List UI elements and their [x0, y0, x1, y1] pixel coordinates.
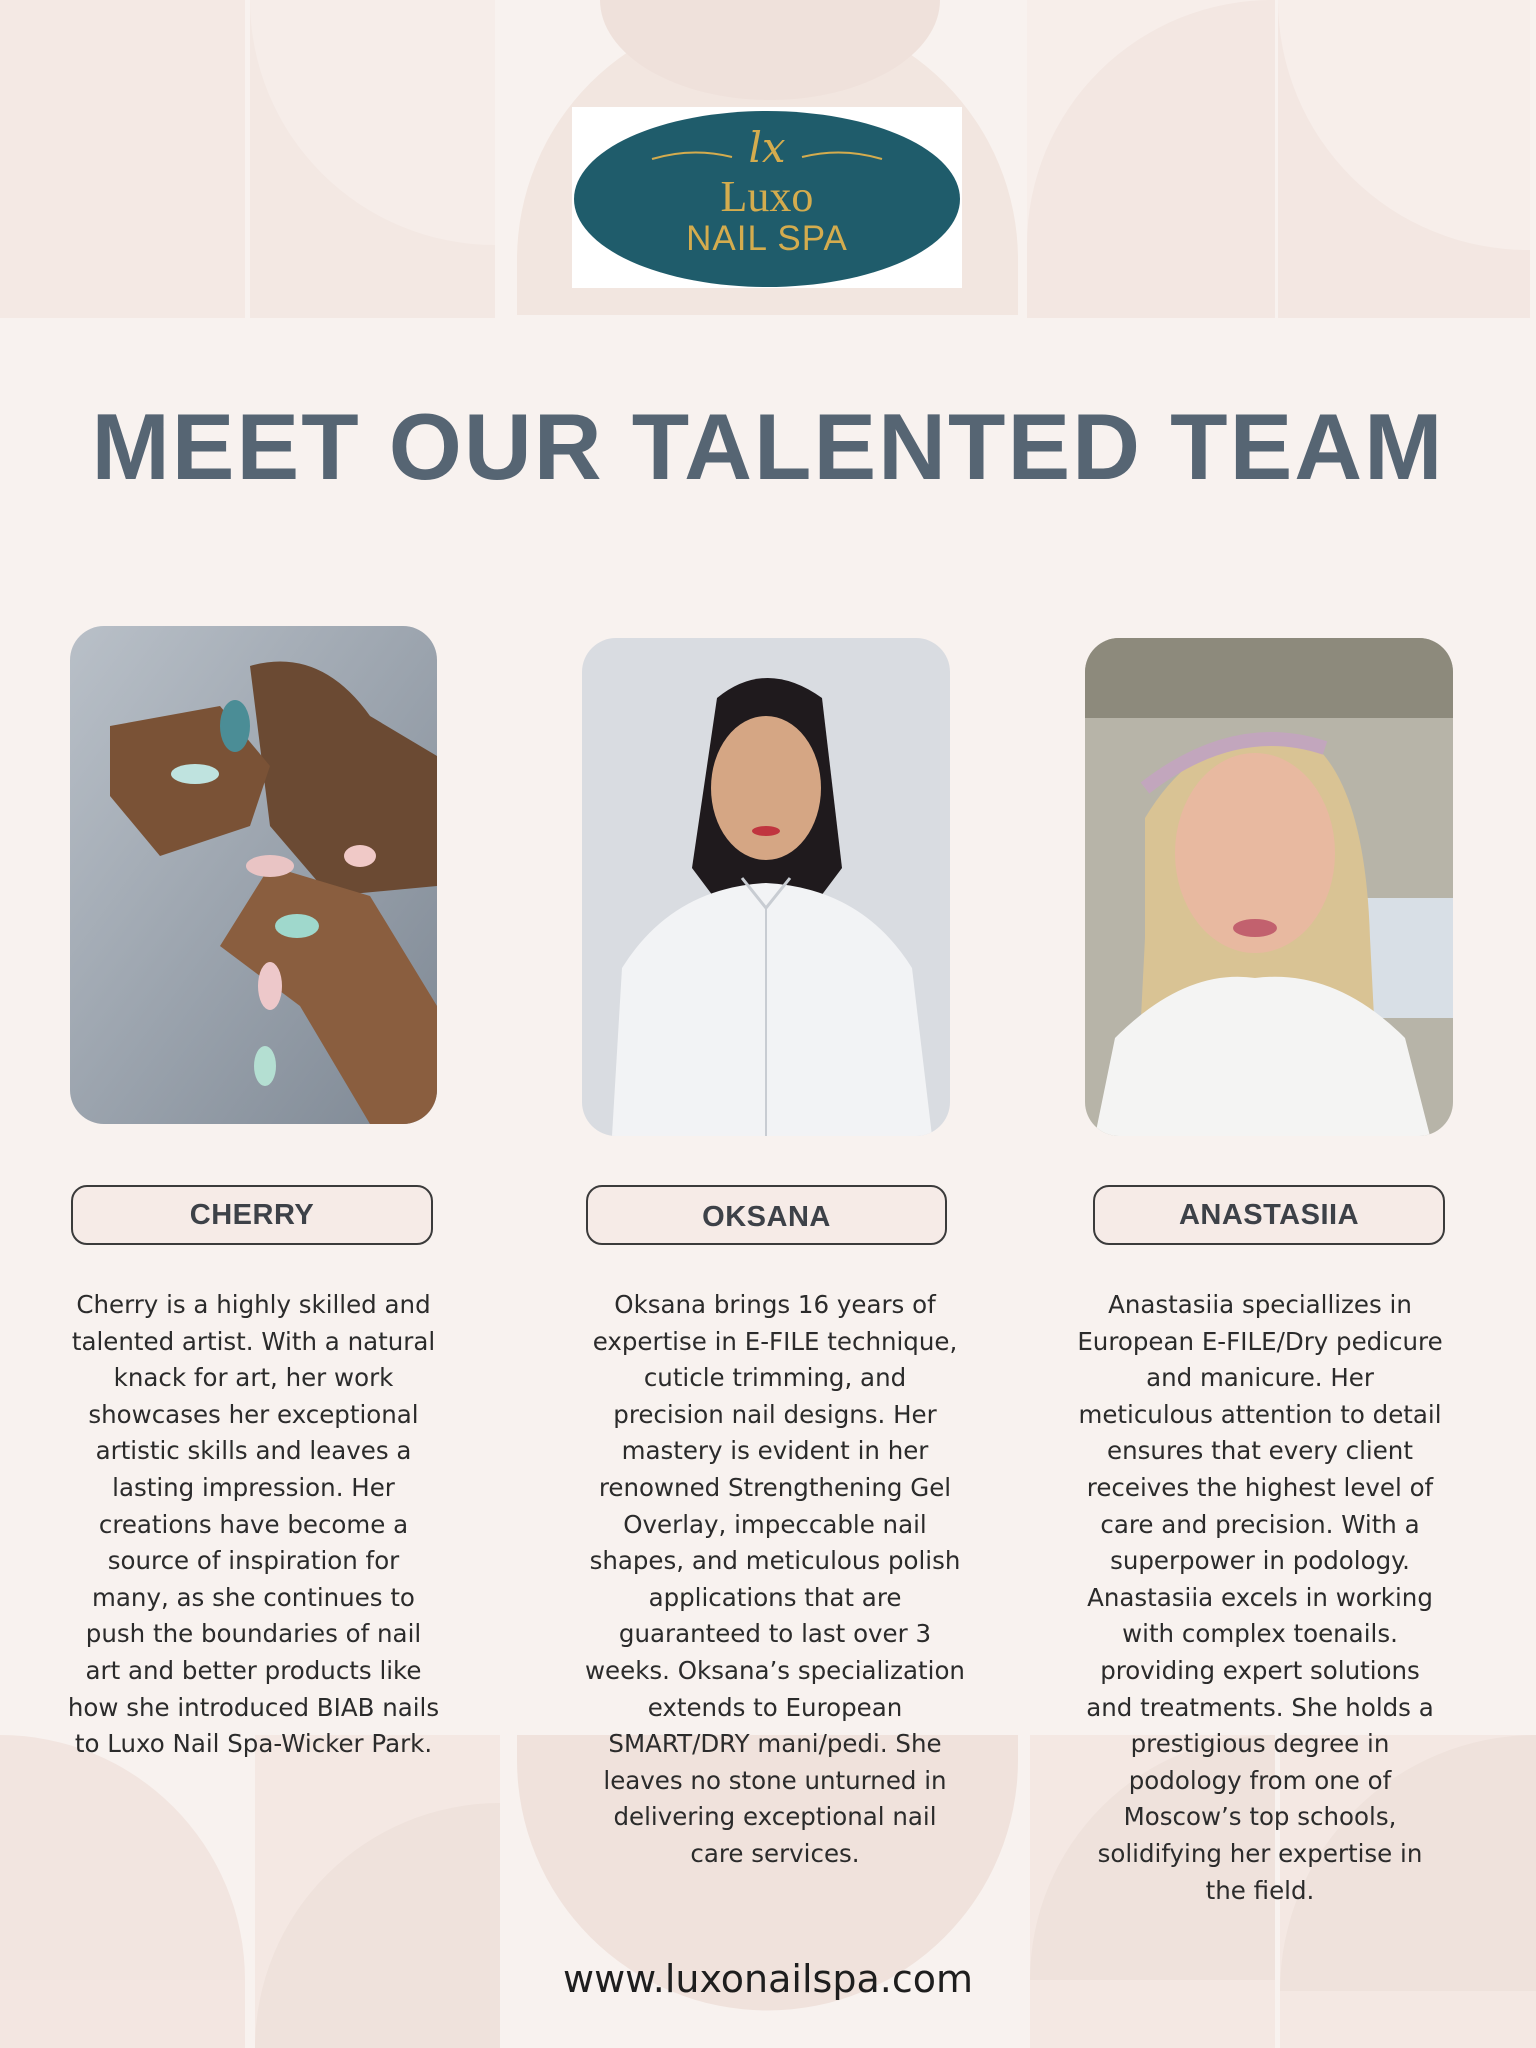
anastasiia-photo [1085, 638, 1453, 1136]
name-badge-oksana: OKSANA [586, 1185, 947, 1245]
name-badge-anastasiia: ANASTASIIA [1093, 1185, 1445, 1245]
logo-name: Luxo [720, 172, 814, 221]
oksana-photo [582, 638, 950, 1136]
logo-monogram: lx [748, 123, 786, 172]
bio-cherry: Cherry is a highly skilled and talented artist. With a natural knack for art, her work showcases her exceptional artistic skills and leaves a lasting impression. Her creations have become a source of inspiration for many, as she continues to push the boundaries of nail art and better products like how she introduced BIAB nails to Luxo Nail Spa-Wicker Park. [67, 1290, 440, 1759]
brand-logo [572, 107, 962, 288]
page-title: MEET OUR TALENTED TEAM [91, 394, 1445, 499]
name-badge-cherry: CHERRY [71, 1185, 433, 1245]
bio-oksana: Oksana brings 16 years of expertise in E-FILE technique, cuticle trimming, and precision nail designs. Her mastery is evident in her renowned Strengthening Gel Overlay, impeccable nail shapes, and meticulous polish applications that are guaranteed to last over 3 weeks. Oksana’s specialization extends to European SMART/DRY mani/pedi. She leaves no stone unturned in delivering exceptional nail care services. [585, 1290, 965, 1868]
bio-anastasiia: Anastasiia speciallizes in European E-FILE/Dry pedicure and manicure. Her meticulous attention to detail ensures that every client receives the highest level of care and precision. With a superpower in podology. Anastasiia excels in working with complex toenails. providing expert solutions and treatments. She holds a prestigious degree in podology from one of Moscow’s top schools, solidifying her expertise in the field. [1077, 1290, 1443, 1905]
website-url[interactable]: www.luxonailspa.com [563, 1957, 973, 2001]
logo-tagline: NAIL SPA [686, 219, 848, 258]
cherry-photo [70, 626, 437, 1124]
